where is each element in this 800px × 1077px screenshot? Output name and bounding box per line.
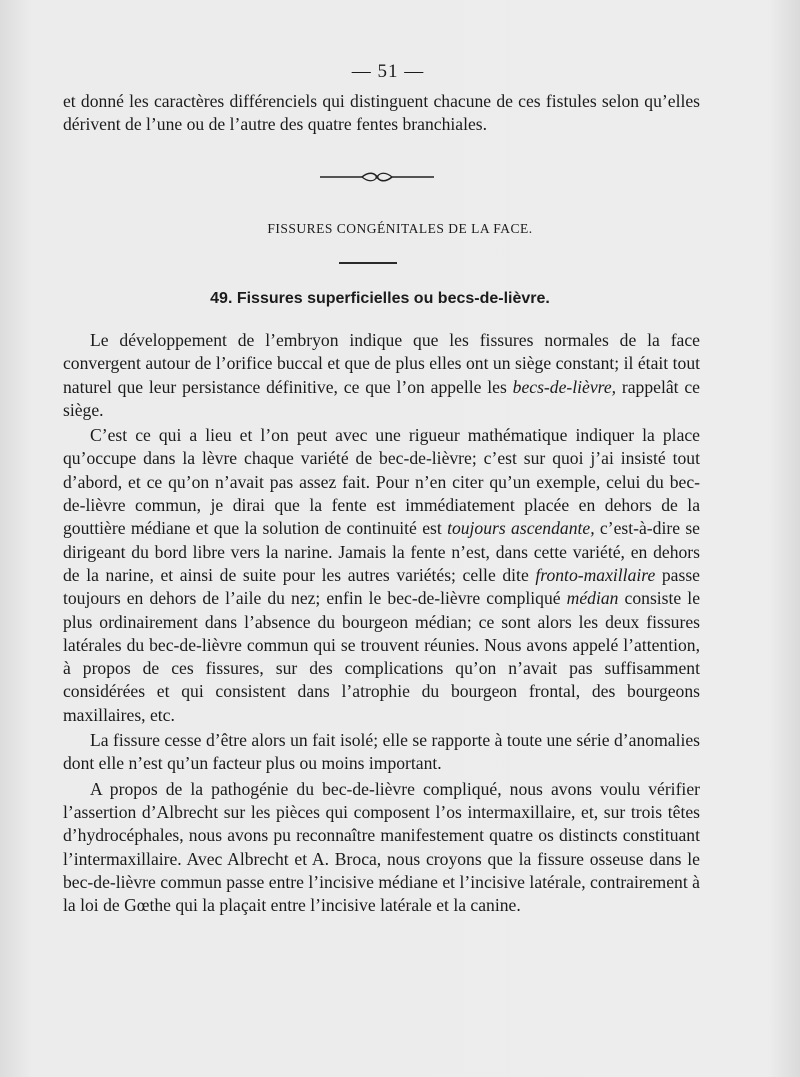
heading-rule (339, 262, 397, 264)
paragraph-2: C’est ce qui a lieu et l’on peut avec une rigueur mathématique indiquer la place qu’occupe dans la lèvre chaque variété de bec-de-lièvre; c’est sur quoi j’ai insisté tout d’abord, et ce qu’on n’avait pas assez fait. Pour n’en citer qu’un exemple, celui du bec-de-lièvre commun, je dirai que la fente est immédiatement placée en dehors de la gouttière médiane et que la solution de continuité est toujours ascendante, c’est-à-dire se dirigeant du bord libre vers la narine. Jamais la fente n’est, dans cette variété, en dehors de la narine, et ainsi de suite pour les autres variétés; celle dite fronto-maxillaire passe toujours en dehors de l’aile du nez; enfin le bec-de-lièvre compliqué médian consiste le plus ordinairement dans l’absence du bourgeon médian; ce sont alors les deux fissures latérales du bec-de-lièvre commun qui se trouvent réunies. Nous avons appelé l’attention, à propos de ces fissures, sur des complications qu’on n’avait pas suffisamment considérées et qui consistent dans l’atrophie du bourgeon frontal, des bourgeons maxillaires, etc. (63, 425, 700, 725)
continuation-text-block (63, 90, 700, 137)
ornamental-divider-icon (318, 171, 436, 183)
paragraph-1: Le développement de l’embryon indique que les fissures normales de la face convergent autour de l’orifice buccal et que de plus elles ont un siège constant; il était tout naturel que leur persistance définitive, ce que l’on appelle les becs-de-lièvre, rappelât ce siège. (63, 330, 700, 420)
section-heading: FISSURES CONGÉNITALES DE LA FACE. (267, 221, 533, 236)
continuation-paragraph: et donné les caractères différenciels qui distinguent chacune de ces fistules selon qu’elles dérivent de l’une ou de l’autre des quatre fentes branchiales. (63, 91, 700, 135)
italic-phrase: toujours ascendante, (447, 518, 595, 539)
body-text (63, 329, 700, 919)
italic-phrase: becs-de-lièvre, (512, 376, 617, 397)
italic-phrase: médian (566, 588, 619, 609)
subsection-heading: 49. Fissures superficielles ou becs-de-lièvre. (210, 290, 550, 307)
italic-phrase: fronto-maxillaire (535, 564, 656, 585)
page-number: — 51 — (351, 61, 425, 82)
paragraph-3: La fissure cesse d’être alors un fait isolé; elle se rapporte à toute une série d’anomalies dont elle n’est qu’un facteur plus ou moins important. (63, 730, 700, 774)
paragraph-4: A propos de la pathogénie du bec-de-lièvre compliqué, nous avons voulu vérifier l’assertion d’Albrecht sur les pièces qui composent l’os intermaxillaire, et, sur trois têtes d’hydrocéphales, nous avons pu reconnaître manifestement quatre os distincts constituant l’intermaxillaire. Avec Albrecht et A. Broca, nous croyons que la fissure osseuse dans le bec-de-lièvre commun passe entre l’incisive médiane et l’incisive latérale, contrairement à la loi de Gœthe qui la plaçait entre l’incisive latérale et la canine. (63, 778, 700, 916)
